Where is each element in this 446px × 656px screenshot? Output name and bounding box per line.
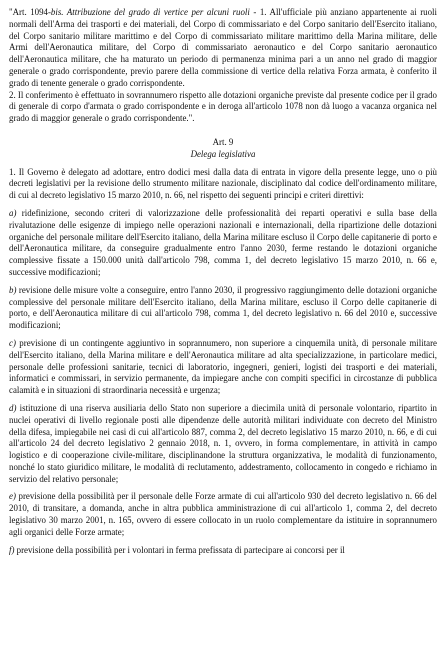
list-item-text: previsione di un contingente aggiuntivo in soprannumero, non superiore a cinquemila unità, di personale militare dell'Esercito italiano, della Marina militare e dell'Aeronautica militare ad alta specializzazione, in particolare medici, personale delle professioni sanitarie, tecnici di laboratorio, ingegneri, genieri, logisti dei trasporti e dei materiali, informatici e commissari, in servizio permanente, da impiegare anche con compiti specifici in circostanze di pubblica calamità e in situazioni di straordinaria necessità e urgenza;	[9, 337, 437, 396]
quoted-article-title: bis. Attribuzione del grado di vertice per alcuni ruoli	[50, 7, 250, 17]
list-item-text: revisione delle misure volte a conseguire, entro l'anno 2030, il progressivo raggiungimento delle dotazioni organiche complessive del personale militare dell'Esercito italiano, della Marina militare, escluso il Corpo delle capitanerie di porto, e dell'Aeronautica militare di cui all'articolo 798, comma 1, del decreto legislativo n. 66 del 2010 e, successive modificazioni;	[9, 284, 437, 331]
list-item	[9, 208, 437, 279]
list-item-letter: b)	[9, 284, 17, 295]
quote-open: "Art. 1094-	[9, 7, 51, 17]
list-item-text: istituzione di una riserva ausiliaria dello Stato non superiore a diecimila unità di personale volontario, ripartito in nuclei operativi di livello regionale posti alle dipendenze delle autorità militari individuate con decreto del Ministro della difesa, impiegabile nei casi di cui all'articolo 887, comma 2, del decreto legislativo 15 marzo 2010, n. 66, e di cui all'articolo 24 del decreto legislativo 2 gennaio 2018, n. 1, ovvero, in forma complementare, in attività in campo logistico e di cooperazione civile-militare, disciplinandone la struttura organizzativa, le modalità di funzionamento, nonché lo stato giuridico militare, le modalità di reclutamento, addestramento, collocamento in congedo e richiamo in servizio del relativo personale;	[9, 402, 437, 484]
list-item-letter: e)	[9, 491, 16, 502]
list-item-text: previsione della possibilità per il personale delle Forze armate di cui all'articolo 930 del decreto legislativo n. 66 del 2010, di transitare, a domanda, anche in altra pubblica amministrazione di cui all'articolo 1, comma 2, del decreto legislativo 30 marzo 2001, n. 165, ovvero di essere collocato in un ruolo complementare da istituire in soprannumero agli organici delle Forze armate;	[9, 491, 437, 537]
quoted-article-paragraph-1	[9, 7, 437, 90]
list-item	[9, 545, 437, 557]
list-item-letter: d)	[9, 402, 17, 413]
quoted-article-body: - 1. All'ufficiale più anziano appartenente ai ruoli normali dell'Arma dei trasporti e dei materiali, del Corpo di commissariato e del Corpo sanitario dell'Esercito italiano, del Corpo sanitario militare marittimo e del Corpo di commissariato militare marittimo della Marina militare, delle Armi dell'Aeronautica militare, del Corpo di commissariato aeronautico e del Corpo sanitario aeronautico dell'Aeronautica militare, che ha maturato un periodo di permanenza minima pari a un anno nel grado di maggior generale o grado corrispondente, previo parere della commissione di vertice della relativa Forza armata, è conferito il grado di tenente generale o grado corrispondente.	[9, 7, 437, 88]
list-item-text: ridefinizione, secondo criteri di valorizzazione delle professionalità dei reparti operativi e sulla base della rivalutazione delle esigenze di impiego nelle operazioni nazionali e internazionali, della ripartizione delle dotazioni organiche del personale militare dell'Esercito italiano, della Marina militare escluso il Corpo delle capitanerie di porto e dell'Aeronautica militare, da conseguire gradualmente entro l'anno 2030, ferme restando le dotazioni organiche complessive fissate a 150.000 unità dall'articolo 798, comma 1, del decreto legislativo 15 marzo 2010, n. 66 e, successive modificazioni;	[9, 207, 437, 277]
list-item-letter: f)	[9, 544, 15, 555]
list-item-letter: c)	[9, 337, 16, 348]
article-title: Delega legislativa	[190, 148, 256, 159]
article-intro: 1. Il Governo è delegato ad adottare, entro dodici mesi dalla data di entrata in vigore della presente legge, uno o più decreti legislativi per la revisione dello strumento militare nazionale, disciplinato dal codice dell'ordinamento militare, di cui al decreto legislativo 15 marzo 2010, n. 66, nel rispetto dei seguenti principi e criteri direttivi:	[9, 166, 437, 201]
list-item	[9, 491, 437, 538]
article-number: Art. 9	[212, 136, 234, 147]
quoted-article-paragraph-2: 2. Il conferimento è effettuato in sovrannumero rispetto alle dotazioni organiche previste dal presente codice per il grado di generale di corpo d'armata o grado corrispondente e in deroga all'articolo 1078 non dà luogo a vacanza organica nel grado di maggior generale o grado corrispondente.".	[9, 89, 437, 124]
list-item-text: previsione della possibilità per i volontari in ferma prefissata di partecipare ai concorsi per il	[14, 544, 345, 555]
list-item-letter: a)	[9, 207, 17, 218]
list-item	[9, 338, 437, 397]
list-item	[9, 285, 437, 332]
list-item	[9, 403, 437, 486]
